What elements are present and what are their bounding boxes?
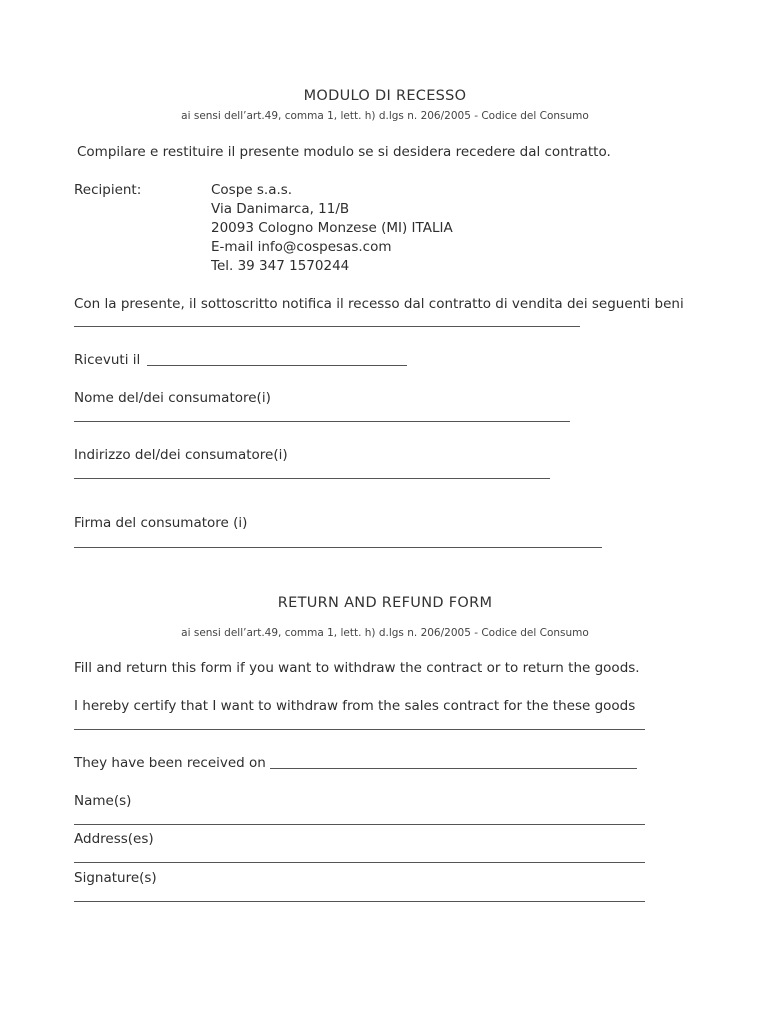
received-date-line-english[interactable] — [270, 768, 637, 769]
names-line[interactable] — [74, 824, 645, 825]
form-title-english: RETURN AND REFUND FORM — [277, 595, 493, 611]
certify-text-english: I hereby certify that I want to withdraw from the sales contract for the these goods — [74, 698, 636, 714]
instruction-english: Fill and return this form if you want to withdraw the contract or to return the goods. — [74, 660, 640, 676]
received-label-italian: Ricevuti il — [74, 352, 141, 368]
recipient-phone: Tel. 39 347 1570244 — [211, 258, 350, 274]
form-title-italian: MODULO DI RECESSO — [303, 88, 467, 104]
addresses-label: Address(es) — [74, 831, 154, 847]
instruction-italian: Compilare e restituire il presente modulo se si desidera recedere dal contratto. — [77, 144, 611, 160]
recipient-label: Recipient: — [74, 182, 142, 198]
consumer-signature-line[interactable] — [74, 547, 602, 548]
consumer-signature-label: Firma del consumatore (i) — [74, 515, 248, 531]
consumer-name-line[interactable] — [74, 421, 570, 422]
recipient-street: Via Danimarca, 11/B — [211, 201, 350, 217]
received-date-line-italian[interactable] — [147, 365, 407, 366]
recipient-company: Cospe s.a.s. — [211, 182, 293, 198]
signatures-label: Signature(s) — [74, 870, 157, 886]
recipient-city: 20093 Cologno Monzese (MI) ITALIA — [211, 220, 453, 236]
consumer-name-label: Nome del/dei consumatore(i) — [74, 390, 271, 406]
received-label-english: They have been received on — [74, 755, 266, 771]
goods-line-italian[interactable] — [74, 326, 580, 327]
consumer-address-label: Indirizzo del/dei consumatore(i) — [74, 447, 288, 463]
addresses-line[interactable] — [74, 862, 645, 863]
legal-reference-english: ai sensi dell’art.49, comma 1, lett. h) d.lgs n. 206/2005 - Codice del Consumo — [181, 627, 589, 639]
recipient-email: E-mail info@cospesas.com — [211, 239, 392, 255]
withdrawal-notice-italian: Con la presente, il sottoscritto notifica il recesso dal contratto di vendita dei seguenti beni — [74, 296, 684, 312]
consumer-address-line[interactable] — [74, 478, 550, 479]
legal-reference-italian: ai sensi dell’art.49, comma 1, lett. h) d.lgs n. 206/2005 - Codice del Consumo — [181, 110, 589, 122]
signatures-line[interactable] — [74, 901, 645, 902]
names-label: Name(s) — [74, 793, 132, 809]
goods-line-english[interactable] — [74, 729, 645, 730]
